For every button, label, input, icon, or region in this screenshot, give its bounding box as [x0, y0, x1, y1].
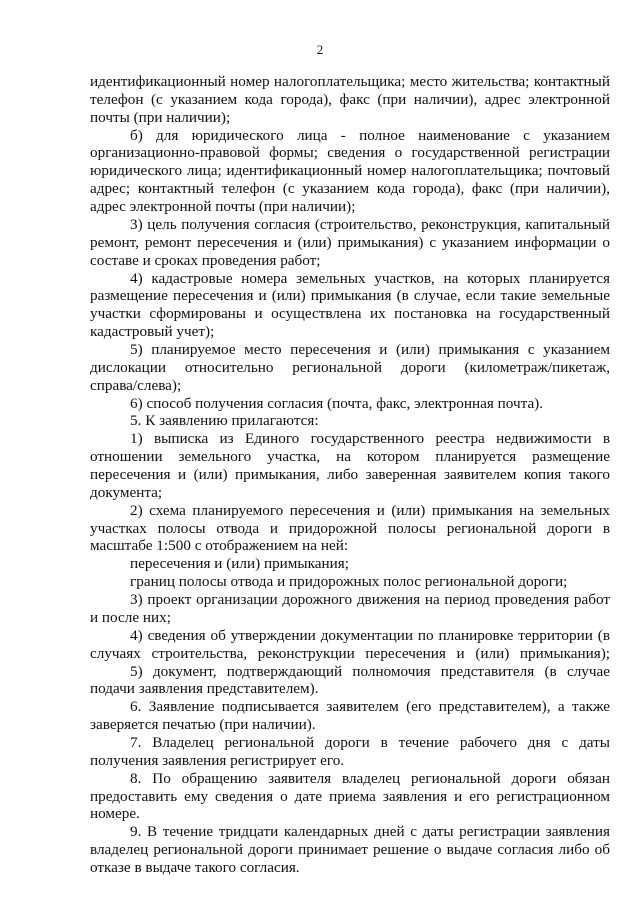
text-line: пересечения и (или) примыкания, либо заверенная заявителем копия такого [90, 466, 610, 483]
text-line: номере. [90, 805, 140, 822]
text-line: пересечения и (или) примыкания; [130, 555, 349, 572]
text-line: 5) документ, подтверждающий полномочия представителя (в случае [130, 663, 610, 680]
text-line: получения заявления регистрирует его. [90, 752, 345, 769]
text-line: организационно-правовой формы; сведения о государственной регистрации [90, 144, 610, 161]
text-line: и после них; [90, 609, 171, 626]
text-line: юридического лица; идентификационный номер налогоплательщика; почтовый [90, 162, 610, 179]
text-line: 4) кадастровые номера земельных участков, на которых планируется [130, 270, 610, 287]
text-line: 3) проект организации дорожного движения на период проведения работ [130, 591, 610, 608]
text-line: 5. К заявлению прилагаются: [130, 412, 319, 429]
text-line: дислокации относительно региональной дороги (километраж/пикетаж, [90, 359, 610, 376]
text-line: адрес; контактный телефон (с указанием кода города), факс (при наличии), [90, 180, 610, 197]
text-line: 3) цель получения согласия (строительство, реконструкция, капитальный [130, 216, 610, 233]
text-line: 9. В течение тридцати календарных дней с даты регистрации заявления [130, 823, 610, 840]
text-line: составе и сроках проведения работ; [90, 252, 321, 269]
text-line: идентификационный номер налогоплательщика; место жительства; контактный [90, 73, 610, 90]
text-line: адрес электронной почты (при наличии); [90, 198, 356, 215]
text-line: 1) выписка из Единого государственного реестра недвижимости в [130, 430, 610, 447]
text-line: б) для юридического лица - полное наименование с указанием [130, 127, 610, 144]
text-line: кадастровый учет); [90, 323, 215, 340]
text-line: 6. Заявление подписывается заявителем (его представителем), а также [130, 698, 610, 715]
text-line: случаях строительства, реконструкции пересечения и (или) примыкания); [90, 645, 610, 662]
text-line: документа; [90, 484, 163, 501]
text-line: владелец региональной дороги принимает решение о выдаче согласия либо об [90, 841, 610, 858]
text-line: отказе в выдаче такого согласия. [90, 859, 300, 876]
text-line: справа/слева); [90, 377, 182, 394]
text-line: ремонт, ремонт пересечения и (или) примыкания) с указанием информации о [90, 234, 610, 251]
text-line: 7. Владелец региональной дороги в течение рабочего дня с даты [130, 734, 610, 751]
text-line: отношении земельного участка, на котором планируется размещение [90, 448, 610, 465]
text-line: предоставить ему сведения о дате приема заявления и его регистрационном [90, 788, 610, 805]
text-line: участки сформированы и осуществлена их постановка на государственный [90, 305, 610, 322]
text-line: 4) сведения об утверждении документации по планировке территории (в [130, 627, 610, 644]
text-line: 6) способ получения согласия (почта, факс, электронная почта). [130, 395, 544, 412]
text-line: 8. По обращению заявителя владелец региональной дороги обязан [130, 770, 610, 787]
text-line: масштабе 1:500 с отображением на ней: [90, 537, 349, 554]
text-line: границ полосы отвода и придорожных полос региональной дороги; [130, 573, 568, 590]
text-line: размещение пересечения и (или) примыкания (в случае, если такие земельные [90, 287, 610, 304]
text-line: подачи заявления представителем). [90, 680, 319, 697]
text-line: почты (при наличии); [90, 109, 231, 126]
text-line: участках полосы отвода и придорожной полосы региональной дороги в [90, 520, 610, 537]
text-line: телефон (с указанием кода города), факс (при наличии), адрес электронной [90, 91, 610, 108]
text-line: 5) планируемое место пересечения и (или) примыкания с указанием [130, 341, 610, 358]
page-number: 2 [316, 42, 324, 57]
text-line: заверяется печатью (при наличии). [90, 716, 316, 733]
text-line: 2) схема планируемого пересечения и (или) примыкания на земельных [130, 502, 610, 519]
